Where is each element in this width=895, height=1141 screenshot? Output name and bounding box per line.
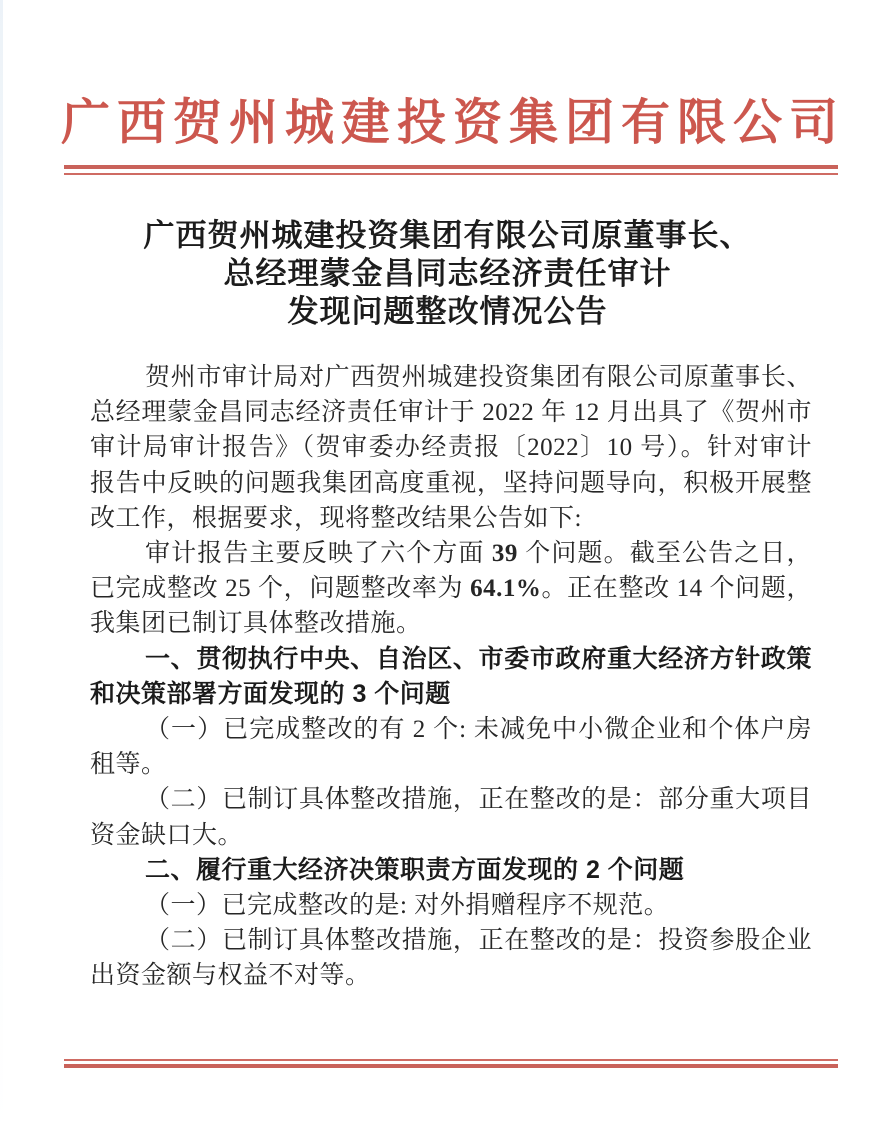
body-paragraph: （二）已制订具体整改措施，正在整改的是：投资参股企业出资金额与权益不对等。 (90, 927, 812, 990)
company-masthead: 广西贺州城建投资集团有限公司 (61, 95, 846, 150)
body-paragraph: （一）已完成整改的是: 对外捐赠程序不规范。 (145, 892, 670, 920)
footer-rule-thick (64, 1064, 838, 1068)
document-title-line-2: 总经理蒙金昌同志经济责任审计 (223, 256, 672, 291)
body-paragraph: 贺州市审计局对广西贺州城建投资集团有限公司原董事长、总经理蒙金昌同志经济责任审计于 2022 年 12 月出具了《贺州市审计局审计报告》（贺审委办经责报〔2022〕10 号）。针对审计报告中反映的问题我集团高度重视，坚持问题导向，积极开展整改工作，根据要求，现将整改结果公告如下: (90, 364, 812, 532)
masthead-rule (64, 165, 838, 175)
section-heading: 一、贯彻执行中央、自治区、市委市政府重大经济方针政策和决策部署方面发现的 3 个问题 (90, 644, 812, 708)
scanner-edge-artifact (0, 0, 3, 1141)
body-paragraph: （二）已制订具体整改措施，正在整改的是：部分重大项目资金缺口大。 (90, 786, 812, 849)
document-title-line-3: 发现问题整改情况公告 (287, 294, 608, 329)
footer-rule (64, 1059, 838, 1068)
document-title-line-1: 广西贺州城建投资集团有限公司原董事长、 (143, 218, 752, 253)
body-paragraph: 审计报告主要反映了六个方面 39 个问题。截至公告之日，已完成整改 25 个，问题整改率为 64.1%。正在整改 14 个问题，我集团已制订具体整改措施。 (90, 540, 812, 638)
masthead-rule-thin (64, 173, 838, 175)
document-body (90, 360, 812, 994)
document-title (70, 217, 825, 331)
section-heading: 二、履行重大经济决策职责方面发现的 2 个问题 (145, 855, 685, 884)
body-paragraph: （一）已完成整改的有 2 个: 未减免中小微企业和个体户房租等。 (90, 716, 812, 779)
